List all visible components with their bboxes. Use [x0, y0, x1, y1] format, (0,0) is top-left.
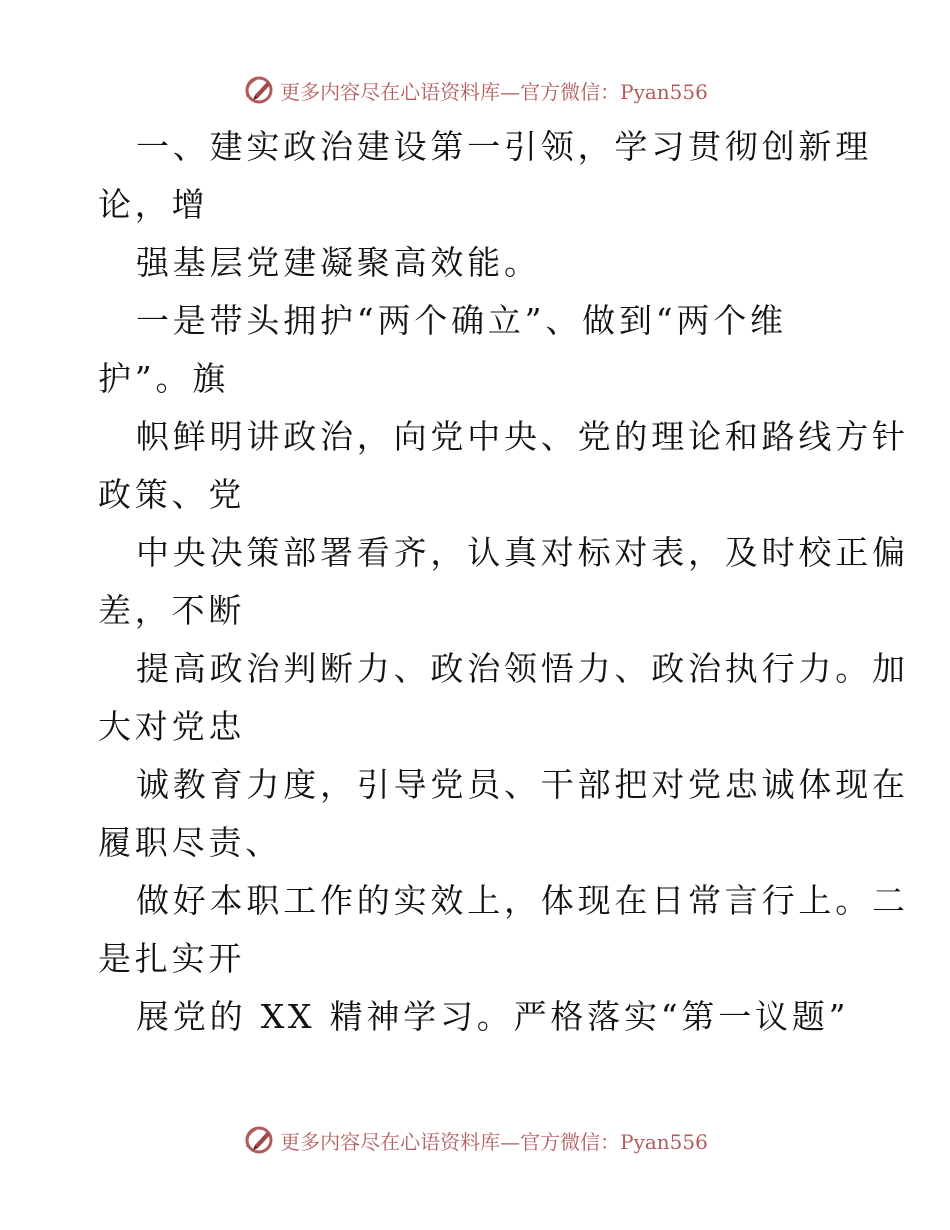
text-line: 政策、党 [98, 475, 246, 514]
text-line: 履职尽责、 [98, 823, 282, 862]
pen-logo-icon [242, 73, 276, 107]
text-line: 一、建实政治建设第一引领，学习贯彻创新理 [136, 127, 872, 166]
text-line: 一是带头拥护“两个确立”、做到“两个维 [136, 301, 787, 340]
text-line: 差，不断 [98, 591, 246, 630]
footer-banner [0, 1120, 950, 1160]
text-line: 诚教育力度，引导党员、干部把对党忠诚体现在 [136, 765, 909, 804]
text-line: 提高政治判断力、政治领悟力、政治执行力。加 [136, 649, 909, 688]
text-line: 大对党忠 [98, 707, 246, 746]
text-line: 展党的 XX 精神学习。严格落实“第一议题” [136, 997, 850, 1036]
text-line: 中央决策部署看齐，认真对标对表，及时校正偏 [136, 533, 909, 572]
text-line: 论，增 [98, 185, 209, 224]
text-line: 帜鲜明讲政治，向党中央、党的理论和路线方针 [136, 417, 909, 456]
text-line: 是扎实开 [98, 939, 246, 978]
document-body [98, 118, 909, 1046]
text-line: 护”。旗 [98, 359, 230, 398]
text-line: 强基层党建凝聚高效能。 [136, 243, 541, 282]
header-banner [0, 70, 950, 110]
text-line: 做好本职工作的实效上，体现在日常言行上。二 [136, 881, 909, 920]
footer-banner-text: 更多内容尽在心语资料库—官方微信：Pyan556 [280, 1129, 708, 1154]
header-banner-text: 更多内容尽在心语资料库—官方微信：Pyan556 [280, 79, 708, 104]
pen-logo-icon [242, 1123, 276, 1157]
